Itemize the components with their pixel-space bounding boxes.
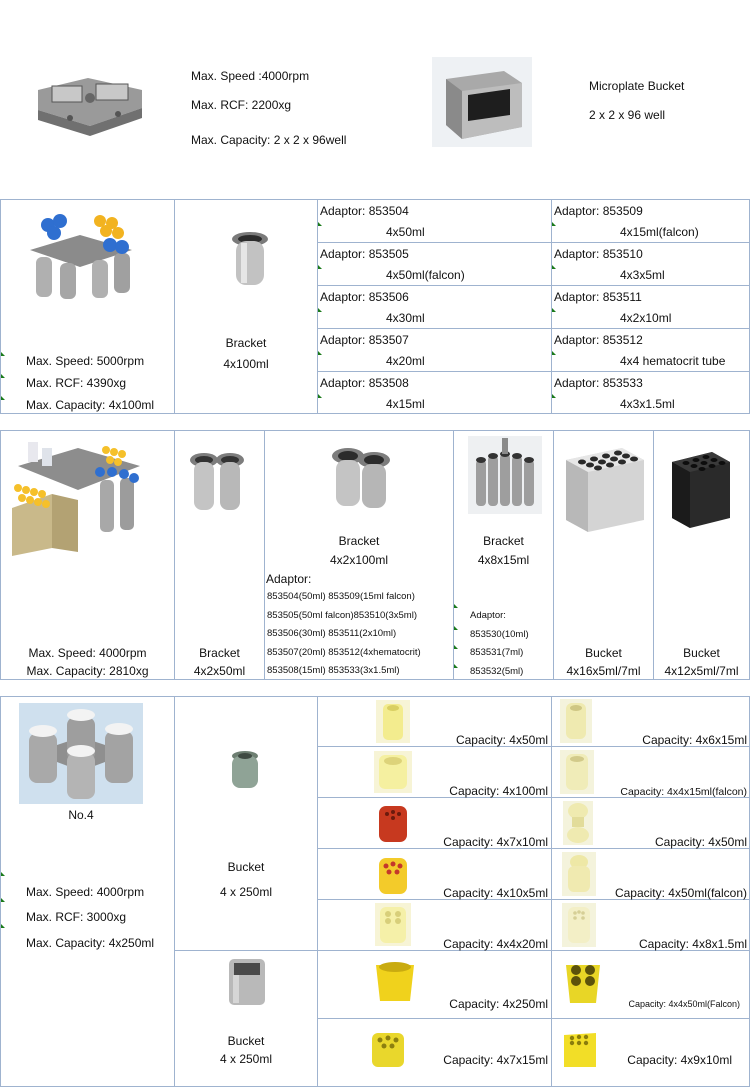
bracket-4x2x100-image bbox=[328, 442, 392, 512]
rotor-4000-image bbox=[8, 438, 150, 560]
spec-speed: Max. Speed: 5000rpm bbox=[26, 354, 145, 368]
rotor-no4-image bbox=[19, 703, 143, 804]
capacity-label: Capacity: 4x6x15ml bbox=[642, 733, 747, 747]
adaptor-code: Adaptor: 853507 bbox=[320, 333, 409, 347]
adaptor-line: 853508(15ml) 853533(3x1.5ml) bbox=[267, 665, 400, 676]
spec-rcf: Max. RCF: 3000xg bbox=[26, 910, 127, 924]
adaptor-line: 853505(50ml falcon)853510(3x5ml) bbox=[267, 610, 417, 621]
spec-capacity: Max. Capacity: 2 x 2 x 96well bbox=[191, 133, 347, 147]
adaptor-line: 853530(10ml) bbox=[470, 629, 529, 640]
adaptor-code: Adaptor: 853509 bbox=[554, 204, 643, 218]
capacity-label: Capacity: 4x250ml bbox=[449, 997, 548, 1011]
bucket-250-square-image bbox=[225, 955, 269, 1009]
bracket-title: Bracket bbox=[199, 646, 240, 660]
capacity-label: Capacity: 4x50ml(falcon) bbox=[614, 886, 747, 900]
bucket-4x12-image bbox=[668, 446, 734, 530]
bucket-capacity: 4 x 250ml bbox=[219, 885, 273, 899]
capacity-label: Capacity: 4x4x15ml(falcon) bbox=[620, 786, 747, 798]
adaptor-desc: 4x3x5ml bbox=[620, 268, 665, 282]
rotor-label: No.4 bbox=[68, 808, 94, 822]
microplate-bucket-capacity: 2 x 2 x 96 well bbox=[589, 108, 666, 122]
bracket-capacity: 4x100ml bbox=[223, 357, 269, 371]
bucket-title: Bucket bbox=[227, 860, 265, 874]
capacity-label: Capacity: 4x8x1.5ml bbox=[638, 937, 747, 951]
adaptor-desc: 4x2x10ml bbox=[620, 311, 672, 325]
adaptor-desc: 4x50ml bbox=[386, 225, 425, 239]
adaptor-line: 853531(7ml) bbox=[470, 647, 524, 658]
spec-rcf: Max. RCF: 4390xg bbox=[26, 376, 127, 390]
adaptor-code: Adaptor: 853510 bbox=[554, 247, 643, 261]
adaptor-desc: 4x15ml(falcon) bbox=[620, 225, 699, 239]
adaptor-desc: 4x50ml(falcon) bbox=[386, 268, 465, 282]
adaptor-code: Adaptor: 853506 bbox=[320, 290, 409, 304]
bracket-4x2x50-image bbox=[186, 448, 248, 516]
capacity-label: Capacity: 4x100ml bbox=[449, 784, 548, 798]
adaptor-desc: 4x30ml bbox=[386, 311, 425, 325]
spec-speed: Max. Speed :4000rpm bbox=[191, 69, 310, 83]
microplate-bucket-title: Microplate Bucket bbox=[589, 79, 685, 93]
bracket-4x8x15-image bbox=[468, 436, 542, 514]
bracket-title: Bracket bbox=[483, 534, 524, 548]
rotor-5000-image bbox=[20, 205, 140, 305]
capacity-label: Capacity: 4x4x20ml bbox=[443, 937, 548, 951]
capacity-label: Capacity: 4x50ml bbox=[654, 835, 747, 849]
bucket-capacity: 4 x 250ml bbox=[219, 1052, 273, 1066]
bracket-title: Bracket bbox=[225, 336, 267, 350]
adaptor-code: Adaptor: 853504 bbox=[320, 204, 409, 218]
bucket-250-image bbox=[229, 750, 261, 792]
adaptor-desc: 4x15ml bbox=[386, 397, 425, 411]
adaptor-label: Adaptor: bbox=[470, 610, 506, 621]
spec-speed: Max. Speed: 4000rpm bbox=[28, 646, 147, 660]
adaptor-code: Adaptor: 853508 bbox=[320, 376, 409, 390]
adaptor-line: 853506(30ml) 853511(2x10ml) bbox=[267, 628, 397, 639]
microplate-bucket-image bbox=[432, 57, 532, 147]
adaptor-line: 853507(20ml) 853512(4xhematocrit) bbox=[267, 647, 421, 658]
adaptor-line: 853504(50ml) 853509(15ml falcon) bbox=[267, 591, 415, 602]
spec-capacity: Max. Capacity: 2810xg bbox=[26, 664, 149, 678]
bracket-title: Bracket bbox=[338, 534, 380, 548]
capacity-label: Capacity: 4x10x5ml bbox=[443, 886, 548, 900]
rotor-microplate-image bbox=[30, 68, 148, 138]
adaptor-code: Adaptor: 853511 bbox=[554, 290, 642, 304]
adaptor-code: Adaptor: 853512 bbox=[554, 333, 643, 347]
bucket-capacity: 4x16x5ml/7ml bbox=[566, 664, 641, 678]
bracket-capacity: 4x2x100ml bbox=[329, 553, 389, 567]
spec-rcf: Max. RCF: 2200xg bbox=[191, 98, 292, 112]
adaptor-desc: 4x3x1.5ml bbox=[620, 397, 675, 411]
capacity-label: Capacity: 4x9x10ml bbox=[627, 1053, 732, 1067]
capacity-label: Capacity: 4x50ml bbox=[455, 733, 548, 747]
capacity-label: Capacity: 4x4x50ml(Falcon) bbox=[628, 999, 740, 1009]
spec-speed: Max. Speed: 4000rpm bbox=[26, 885, 145, 899]
bracket-4x100-image bbox=[227, 229, 273, 291]
bucket-4x16-image bbox=[560, 440, 648, 536]
bucket-capacity: 4x12x5ml/7ml bbox=[664, 664, 739, 678]
adaptor-desc: 4x4 hematocrit tube bbox=[620, 354, 726, 368]
adaptor-desc: 4x20ml bbox=[386, 354, 425, 368]
capacity-label: Capacity: 4x7x15ml bbox=[443, 1053, 548, 1067]
bracket-capacity: 4x2x50ml bbox=[193, 664, 246, 678]
bucket-title: Bucket bbox=[683, 646, 720, 660]
adaptor-label: Adaptor: bbox=[266, 572, 312, 586]
adaptor-line: 853532(5ml) bbox=[470, 666, 524, 677]
bucket-title: Bucket bbox=[585, 646, 622, 660]
bracket-capacity: 4x8x15ml bbox=[477, 553, 530, 567]
adaptor-code: Adaptor: 853505 bbox=[320, 247, 409, 261]
spec-capacity: Max. Capacity: 4x100ml bbox=[26, 398, 155, 412]
adaptor-code: Adaptor: 853533 bbox=[554, 376, 643, 390]
capacity-label: Capacity: 4x7x10ml bbox=[443, 835, 548, 849]
bucket-title: Bucket bbox=[227, 1034, 265, 1048]
spec-capacity: Max. Capacity: 4x250ml bbox=[26, 936, 155, 950]
